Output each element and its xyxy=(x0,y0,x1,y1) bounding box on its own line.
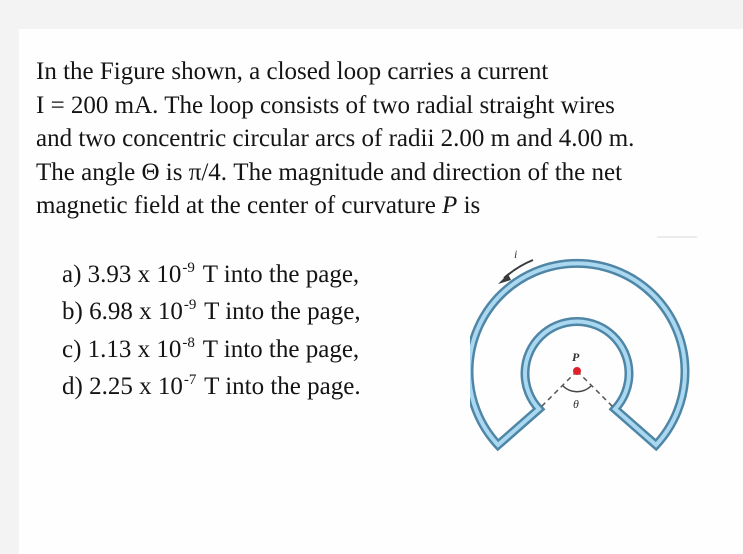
option-d[interactable] xyxy=(62,370,361,407)
question-line-3: and two concentric circular arcs of radii 2.00 m and 4.00 m. xyxy=(36,125,635,152)
angle-label: θ xyxy=(573,397,579,411)
option-c[interactable] xyxy=(62,333,361,370)
option-a-mantissa: a) 3.93 x 10 xyxy=(62,261,182,288)
option-b-direction: T into the page, xyxy=(198,298,361,326)
option-a-direction: T into the page, xyxy=(196,261,360,288)
dashed-radial-left xyxy=(539,371,577,409)
question-line-5-suffix: is xyxy=(457,192,481,219)
option-b-exponent: -9 xyxy=(183,297,197,314)
question-line-5 xyxy=(36,189,736,223)
option-c-direction: T into the page, xyxy=(196,335,360,363)
option-c-exponent: -8 xyxy=(182,334,195,351)
point-p-variable: P xyxy=(442,192,458,219)
question-line-4: The angle Θ is π/4. The magnitude and direction of the net xyxy=(36,158,623,186)
question-line-2: I = 200 mA. The loop consists of two radial straight wires xyxy=(36,91,615,119)
option-d-mantissa: d) 2.25 x 10 xyxy=(62,372,183,400)
option-b-mantissa: b) 6.98 x 10 xyxy=(62,298,183,326)
option-a-exponent: -9 xyxy=(182,260,195,276)
option-b[interactable] xyxy=(62,295,361,332)
current-label: i xyxy=(514,247,518,261)
center-label: P xyxy=(572,350,580,364)
loop-figure xyxy=(470,230,743,460)
option-d-exponent: -7 xyxy=(183,371,197,388)
question-text xyxy=(36,55,736,223)
angle-arc-icon xyxy=(563,386,591,392)
answer-options xyxy=(62,258,361,407)
option-c-mantissa: c) 1.13 x 10 xyxy=(62,335,182,363)
option-d-direction: T into the page. xyxy=(198,372,361,400)
question-line-5-prefix: magnetic field at the center of curvature xyxy=(36,192,443,219)
option-a[interactable] xyxy=(62,258,361,295)
dashed-radial-right xyxy=(577,371,615,409)
center-point-p xyxy=(573,367,581,375)
question-line-1: In the Figure shown, a closed loop carries a current xyxy=(36,58,549,85)
